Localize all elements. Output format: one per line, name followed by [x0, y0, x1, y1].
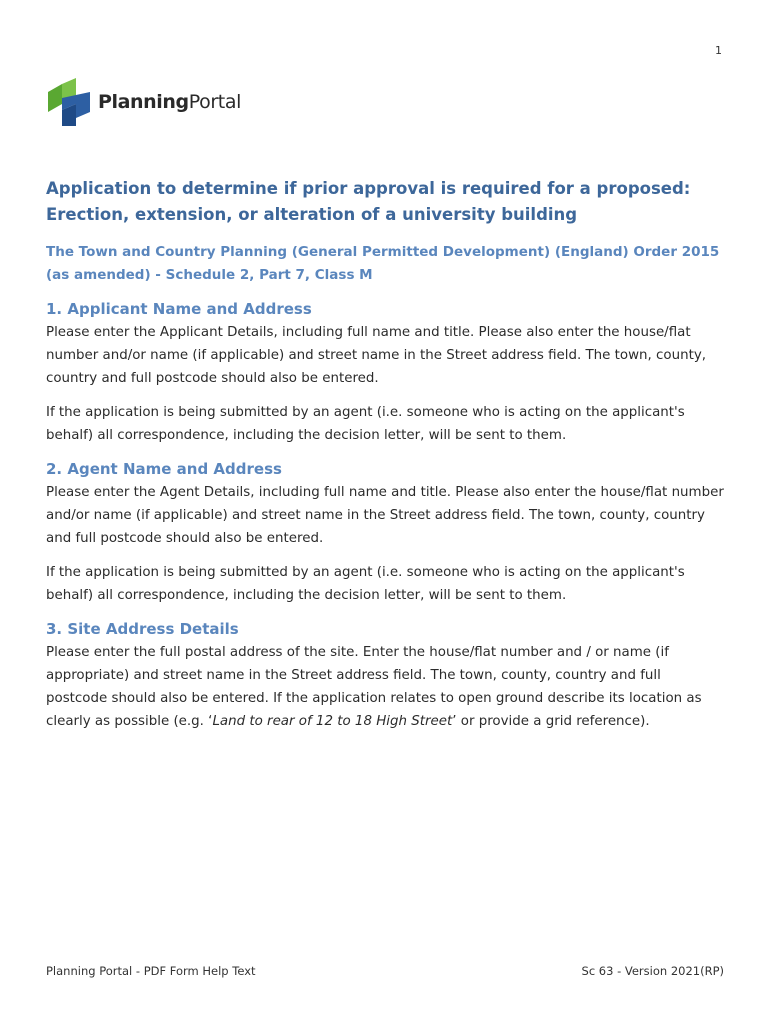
- footer-left: Planning Portal - PDF Form Help Text: [46, 964, 256, 978]
- section-paragraph: If the application is being submitted by an agent (i.e. someone who is acting on the applicant's behalf) all correspondence, including the decision letter, will be sent to them.: [46, 565, 685, 603]
- section-heading: 1. Applicant Name and Address: [46, 300, 312, 318]
- section-paragraph: Please enter the Agent Details, including full name and title. Please also enter the house/flat number and/or name (if applicable) and street name in the Street address field. The town, county, country and full postcode should also be entered.: [46, 485, 724, 546]
- section-site-address: [46, 617, 726, 733]
- document-subtitle: The Town and Country Planning (General Permitted Development) (England) Order 2015 (as amended) - Schedule 2, Part 7, Class M: [46, 244, 720, 283]
- section-paragraph: If the application is being submitted by an agent (i.e. someone who is acting on the applicant's behalf) all correspondence, including the decision letter, will be sent to them.: [46, 405, 685, 443]
- planning-portal-logo: [46, 78, 241, 126]
- paragraph-text: Please enter the full postal address of the site. Enter the house/flat number and / or name (if appropriate) and street name in the Street address field. The town, county, country and full postcode should also be entered. If the application relates to open ground describe its location as clearly as possible (e.g. ‘: [46, 645, 702, 729]
- planning-portal-logo-icon: [46, 78, 92, 126]
- logo-wordmark: PlanningPortal: [98, 91, 241, 113]
- section-paragraph: [46, 641, 726, 733]
- section-heading: 3. Site Address Details: [46, 620, 239, 638]
- page-number: 1: [715, 44, 722, 57]
- section-paragraph: Please enter the Applicant Details, including full name and title. Please also enter the house/flat number and/or name (if applicable) and street name in the Street address field. The town, county, country and full postcode should also be entered.: [46, 325, 707, 386]
- document-title: Application to determine if prior approval is required for a proposed: Erection, extension, or alteration of a university building: [46, 179, 691, 224]
- section-heading: 2. Agent Name and Address: [46, 460, 282, 478]
- page-footer: [46, 964, 724, 978]
- section-agent: [46, 457, 726, 607]
- section-applicant: [46, 297, 726, 447]
- footer-right: Sc 63 - Version 2021(RP): [581, 964, 724, 978]
- paragraph-text: ’ or provide a grid reference).: [452, 714, 650, 729]
- paragraph-example: Land to rear of 12 to 18 High Street: [212, 714, 453, 729]
- document-body: [46, 176, 726, 733]
